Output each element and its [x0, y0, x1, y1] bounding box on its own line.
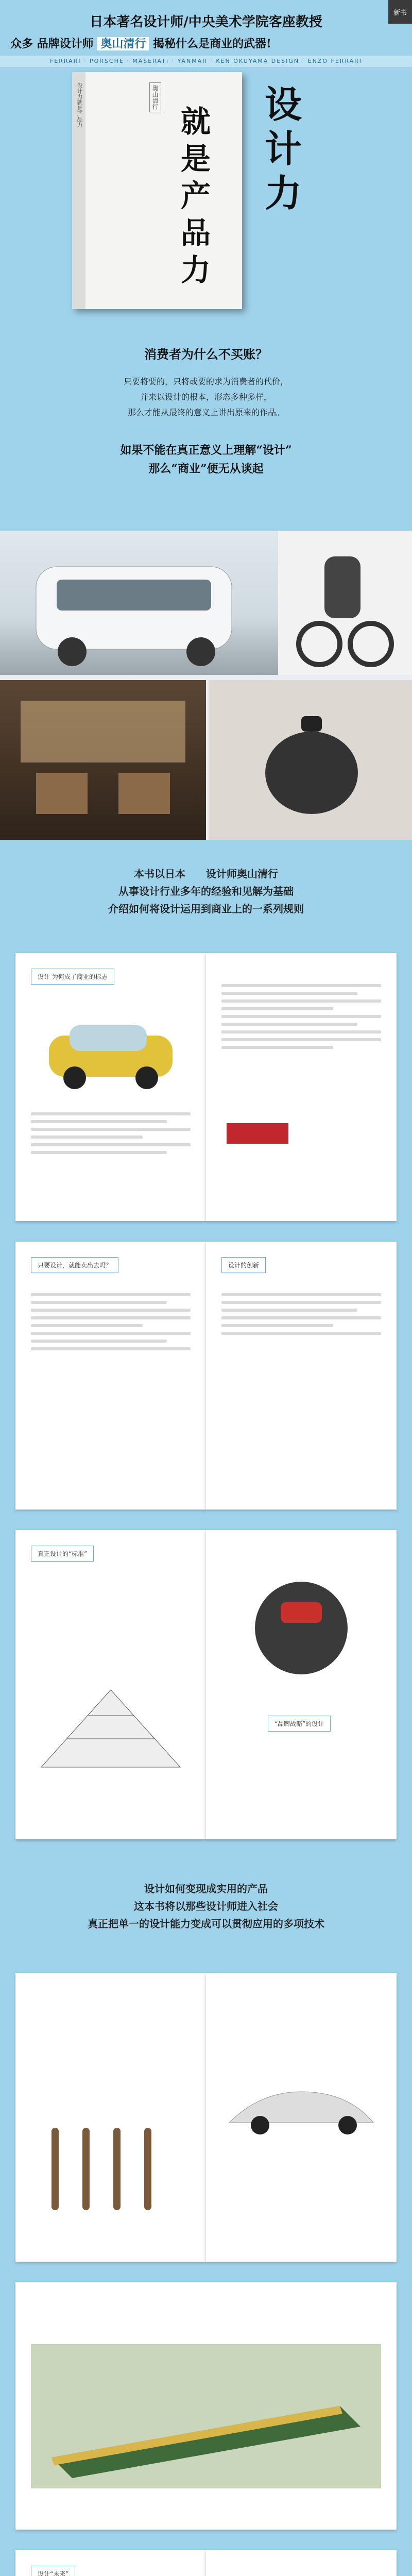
cover-title-upper: [247, 82, 319, 215]
slogan-prefix: 众多: [10, 37, 33, 50]
cover-title-lower: [173, 103, 219, 289]
inner-page-standard: [15, 1530, 206, 1839]
inner-pages-2: [0, 1963, 412, 2576]
supercar-illustration: [219, 2076, 384, 2138]
text-line: [221, 1324, 333, 1327]
text-line: [221, 1038, 381, 1041]
transition-line-2: 这本书将以那些设计师进入社会: [134, 1900, 278, 1912]
intro-body-3: 那么才能从最终的意义上讲出原来的作品。: [127, 408, 284, 417]
transition-line-1: 设计如何变现成实用的产品: [144, 1883, 268, 1895]
photo-robot-chair: [278, 531, 412, 675]
intro-highlight-2: 那么“商业”便无从谈起: [148, 462, 264, 476]
text-line: [31, 1293, 191, 1296]
tag-sell: 只要设计，就能卖出去吗？: [31, 1257, 118, 1273]
photo-bus: [0, 531, 278, 675]
robot-illustration: [245, 1571, 358, 1685]
text-line: [221, 1046, 333, 1049]
text-line: [221, 984, 381, 987]
inner-page-supercar: [206, 1973, 397, 2262]
title-char-3: 力: [264, 171, 302, 215]
pyramid-diagram: [31, 1685, 191, 1772]
brand-strip: FERRARI · PORSCHE · MASERATI · YANMAR · KEN OKUYAMA DESIGN · ENZO FERRARI: [0, 56, 412, 67]
author-name-highlight: 奥山清行: [97, 37, 149, 50]
tag-standard: 真正设计的“标准”: [31, 1546, 94, 1562]
cover-section: [0, 67, 412, 325]
professor-line: 日本著名设计师/中央美术学院客座教授: [90, 14, 322, 30]
robot-chair-illustration: [278, 531, 412, 675]
inner-page-text-4: [206, 2550, 397, 2576]
title-char-1: 设: [264, 82, 302, 126]
title-lower-char-4: 品: [180, 215, 211, 250]
text-line: [221, 1023, 357, 1026]
inner-page-car-text: [31, 1108, 191, 1159]
bus-illustration: [0, 531, 278, 675]
inner-page-text-3: [206, 1242, 397, 1510]
text-line: [221, 1293, 381, 1296]
text-line: [31, 1143, 191, 1146]
text-line: [31, 1128, 191, 1131]
cover-author-vertical: 奥山清行: [149, 82, 161, 112]
transition-section: [0, 1860, 412, 1963]
tag-innovation: 设计的创新: [221, 1257, 266, 1273]
text-line: [221, 1301, 381, 1304]
text-line: [31, 1332, 191, 1335]
inner-page-text-1: [206, 953, 397, 1221]
text-line: [31, 1112, 191, 1115]
intro-highlight-1: 如果不能在真正意义上理解“设计”: [120, 444, 292, 457]
text-line: [221, 1316, 381, 1319]
intro-question: 消费者为什么不买账？: [144, 347, 268, 362]
inner-page-text-3-lines: [221, 1293, 381, 1335]
summary-section: [0, 840, 412, 943]
yellow-car-illustration: [33, 1010, 188, 1092]
inner-page-text-1-lines: [221, 984, 381, 1049]
text-line: [221, 1015, 381, 1018]
summary-line-2: 从事设计行业多年的经验和见解为基础: [118, 885, 294, 897]
tag-brand-strategy: “品牌战略”的设计: [268, 1716, 331, 1732]
product-photos: [0, 531, 412, 840]
text-line: [221, 1309, 357, 1312]
text-line: [221, 1007, 333, 1010]
cover-spine: [72, 72, 85, 309]
tag-future: 设计“未来”: [31, 2566, 75, 2576]
text-line: [31, 1120, 167, 1123]
train-interior-illustration: [0, 680, 206, 840]
text-line: [221, 1030, 381, 1033]
inner-page-train: [15, 2282, 397, 2530]
title-char-2: 计: [264, 127, 302, 171]
inner-page-car: [15, 953, 206, 1221]
cover-spine-text: 设计力就是产品力: [76, 82, 83, 128]
title-lower-char-1: 就: [180, 104, 211, 139]
inner-page-text-2: [15, 1242, 206, 1510]
summary-line-3: 介绍如何将设计运用到商业上的一系列规则: [108, 903, 304, 915]
photo-train-interior: [0, 680, 206, 840]
kettle-illustration: [209, 680, 412, 840]
text-line: [31, 1301, 167, 1304]
inner-page-robot: [206, 1530, 397, 1839]
text-line: [31, 1151, 167, 1154]
title-lower-char-2: 是: [180, 141, 211, 176]
text-line: [31, 1136, 143, 1139]
slogan-middle: 品牌设计师: [37, 37, 94, 50]
inner-page-spoons: [15, 1973, 206, 2262]
text-line: [31, 1340, 167, 1343]
cutlery-illustration: [31, 2117, 191, 2221]
intro-section: [0, 325, 412, 531]
title-lower-char-3: 产: [180, 178, 211, 213]
title-lower-char-5: 力: [180, 252, 211, 287]
inner-page-text-2-lines: [31, 1293, 191, 1350]
summary-line-1: 本书以日本 设计师奥山清行: [134, 868, 278, 880]
slogan-suffix: 揭秘什么是商业的武器!: [153, 37, 271, 50]
intro-body-1: 只要将要的，只将或要的求为消费者的代价，: [123, 377, 288, 386]
text-line: [31, 1347, 191, 1350]
text-line: [221, 1332, 381, 1335]
new-book-badge-text: 新书: [393, 9, 407, 17]
slogan-line: [10, 35, 402, 51]
red-logo-block: [227, 1123, 288, 1144]
inner-pages-1: [0, 943, 412, 1860]
transition-line-3: 真正把单一的设计能力变成可以贯彻应用的多项技术: [88, 1918, 324, 1930]
inner-page-chair: [15, 2550, 206, 2576]
intro-body-2: 并来以设计的根本，形态多种多样，: [140, 392, 272, 402]
text-line: [31, 1309, 191, 1312]
train-illustration: [31, 2344, 381, 2488]
text-line: [221, 999, 381, 1003]
photo-kettle: [209, 680, 412, 840]
text-line: [31, 1316, 191, 1319]
tag-design-mark: 设计 为何成了商业的标志: [31, 969, 114, 985]
text-line: [221, 992, 357, 995]
text-line: [31, 1324, 143, 1327]
